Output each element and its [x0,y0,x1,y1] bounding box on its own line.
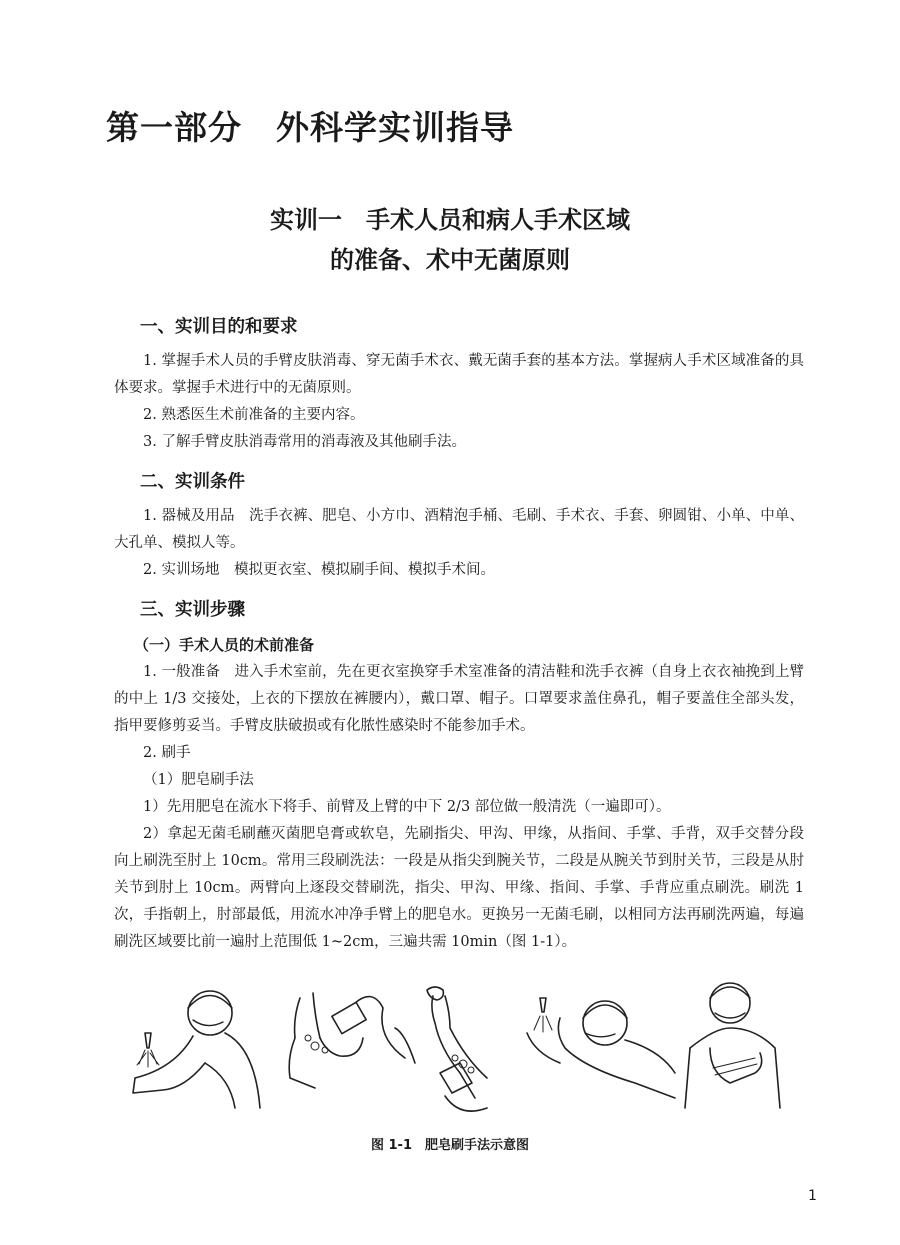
paragraph: 2. 刷手 [143,745,191,761]
figure-illustration [115,978,805,1123]
section-heading-objectives: 一、实训目的和要求 [140,317,298,337]
figure-panel-scrubbing [289,993,415,1088]
part-title: 第一部分 外科学实训指导 [106,108,514,147]
body-text [114,310,804,956]
chapter-title-line2: 的准备、术中无菌原则 [330,245,570,274]
paragraph: 3. 了解手臂皮肤消毒常用的消毒液及其他刷手法。 [143,434,466,450]
figure-panel-rinsing [527,998,675,1098]
subsection-heading: （一）手术人员的术前准备 [134,636,315,654]
chapter-title-line1: 实训一 手术人员和病人手术区域 [270,205,630,234]
figure-panel-drying [685,983,780,1108]
paragraph: 1. 器械及用品 洗手衣裤、肥皂、小方巾、酒精泡手桶、毛刷、手术衣、手套、卵圆钳、小单、中单、大孔单、模拟人等。 [114,508,804,551]
figure-caption: 图 1-1 肥皂刷手法示意图 [370,1138,529,1153]
paragraph: 2. 熟悉医生术前准备的主要内容。 [143,407,365,423]
paragraph: 2. 实训场地 模拟更衣室、模拟刷手间、模拟手术间。 [143,562,495,578]
paragraph: （1）肥皂刷手法 [143,772,254,788]
section-heading-steps: 三、实训步骤 [140,600,245,620]
chapter-title [0,200,900,280]
paragraph: 2）拿起无菌毛刷蘸灭菌肥皂膏或软皂，先刷指尖、甲沟、甲缘，从指间、手掌、手背，双手交替分段向上刷洗至肘上 10cm。常用三段刷洗法：一段是从指尖到腕关节，二段是从腕关节到肘关节，三段是从肘关节到肘上 10cm。两臂向上逐段交替刷洗，指尖、甲沟、甲缘、指间、手掌、手背应重点刷洗。刷洗 1 次，手指朝上，肘部最低，用流水冲净手臂上的肥皂水。更换另一无菌毛刷，以相同方法再刷洗两遍，每遍刷洗区域要比前一遍肘上范围低 1~2cm，三遍共需 10min（图 1-1）。 [114,826,804,950]
paragraph: 1）先用肥皂在流水下将手、前臂及上臂的中下 2/3 部位做一般清洗（一遍即可）。 [143,799,671,815]
section-heading-conditions: 二、实训条件 [140,472,245,492]
figure-panel-forearm [427,987,487,1111]
figure-panel-washing [133,991,260,1108]
paragraph: 1. 一般准备 进入手术室前，先在更衣室换穿手术室准备的清洁鞋和洗手衣裤（自身上衣衣袖挽到上臂的中上 1/3 交接处，上衣的下摆放在裤腰内），戴口罩、帽子。口罩要求盖住鼻孔，帽子要盖住全部头发，指甲要修剪妥当。手臂皮肤破损或有化脓性感染时不能参加手术。 [114,664,804,734]
page-number: 1 [808,1188,817,1204]
paragraph: 1. 掌握手术人员的手臂皮肤消毒、穿无菌手术衣、戴无菌手套的基本方法。掌握病人手术区域准备的具体要求。掌握手术进行中的无菌原则。 [114,353,804,396]
